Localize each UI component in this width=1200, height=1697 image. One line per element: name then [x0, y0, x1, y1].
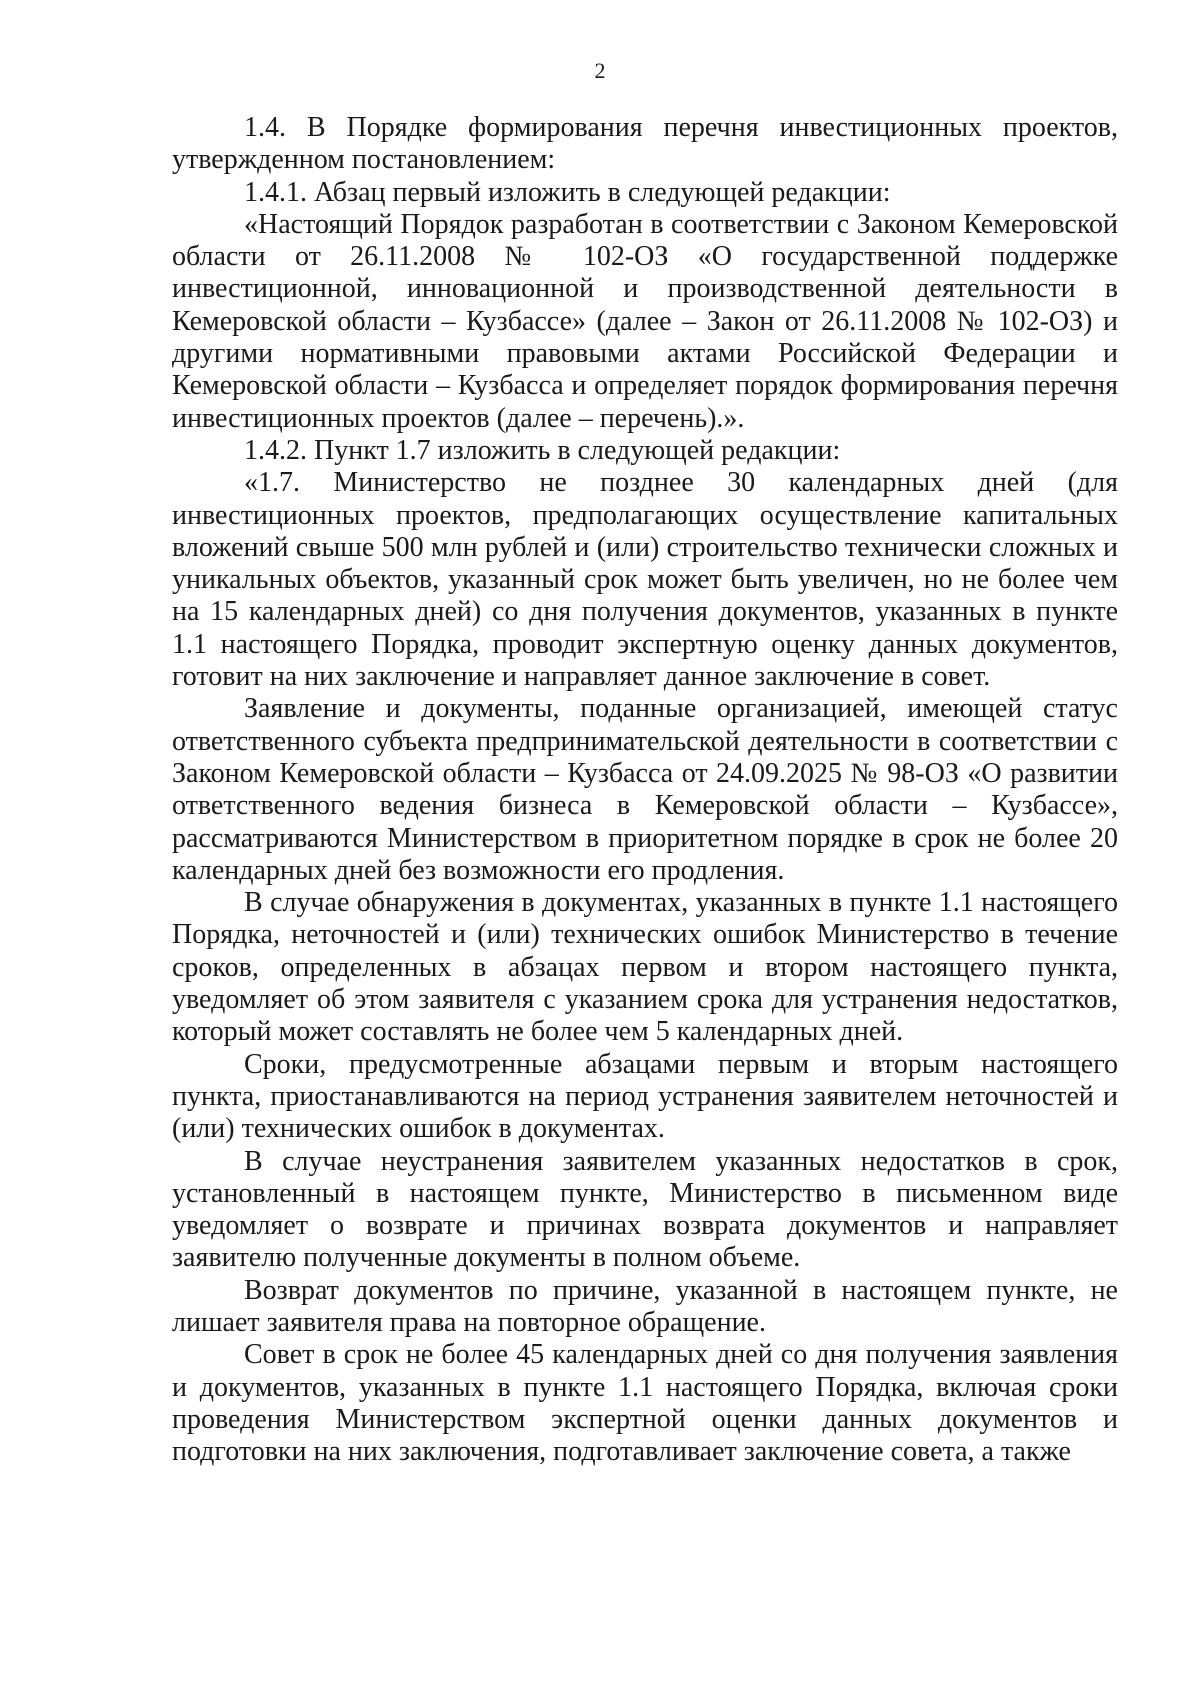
paragraph-reapply: Возврат документов по причине, указанной в настоящем пункте, не лишает заявителя права на повторное обращение.: [172, 1274, 1118, 1338]
paragraph-suspension: Сроки, предусмотренные абзацами первым и вторым настоящего пункта, приостанавливаются на период устранения заявителем неточностей и (или) технических ошибок в документах.: [172, 1048, 1118, 1145]
paragraph-1-4: 1.4. В Порядке формирования перечня инвестиционных проектов, утвержденном постановлением:: [172, 112, 1118, 176]
document-body: [172, 112, 1118, 1468]
paragraph-council: Совет в срок не более 45 календарных дней со дня получения заявления и документов, указанных в пункте 1.1 настоящего Порядка, включая сроки проведения Министерством экспертной оценки данных документов и подготовки на них заключения, подготавливает заключение совета, а также: [172, 1339, 1118, 1468]
paragraph-1-7: «1.7. Министерство не позднее 30 календарных дней (для инвестиционных проектов, предполагающих осуществление капитальных вложений свыше 500 млн рублей и (или) строительство технически сложных и уникальных объектов, указанный срок может быть увеличен, но не более чем на 15 календарных дней) со дня получения документов, указанных в пункте 1.1 настоящего Порядка, проводит экспертную оценку данных документов, готовит на них заключение и направляет данное заключение в совет.: [172, 467, 1118, 693]
paragraph-errors-notice: В случае обнаружения в документах, указанных в пункте 1.1 настоящего Порядка, неточностей и (или) технических ошибок Министерство в течение сроков, определенных в абзацах первом и втором настоящего пункта, уведомляет об этом заявителя с указанием срока для устранения недостатков, который может составлять не более чем 5 календарных дней.: [172, 887, 1118, 1048]
paragraph-purpose-text: «Настоящий Порядок разработан в соответствии с Законом Кемеровской области от 26.11.2008 № 102-ОЗ «О государственной поддержке инвестиционной, инновационной и производственной деятельности в Кемеровской области – Кузбассе» (далее – Закон от 26.11.2008 № 102-ОЗ) и другими нормативными правовыми актами Российской Федерации и Кемеровской области – Кузбасса и определяет порядок формирования перечня инвестиционных проектов (далее – перечень).».: [172, 208, 1118, 434]
page-number: 2: [594, 58, 606, 83]
paragraph-priority-review: Заявление и документы, поданные организацией, имеющей статус ответственного субъекта предпринимательской деятельности в соответствии с Законом Кемеровской области – Кузбасса от 24.09.2025 № 98-ОЗ «О развитии ответственного ведения бизнеса в Кемеровской области – Кузбассе», рассматриваются Министерством в приоритетном порядке в срок не более 20 календарных дней без возможности его продления.: [172, 693, 1118, 886]
paragraph-1-4-1: 1.4.1. Абзац первый изложить в следующей редакции:: [244, 176, 891, 208]
paragraph-1-4-2: 1.4.2. Пункт 1.7 изложить в следующей редакции:: [244, 434, 841, 466]
paragraph-return: В случае неустранения заявителем указанных недостатков в срок, установленный в настоящем пункте, Министерство в письменном виде уведомляет о возврате и причинах возврата документов и направляет заявителю полученные документы в полном объеме.: [172, 1145, 1118, 1274]
